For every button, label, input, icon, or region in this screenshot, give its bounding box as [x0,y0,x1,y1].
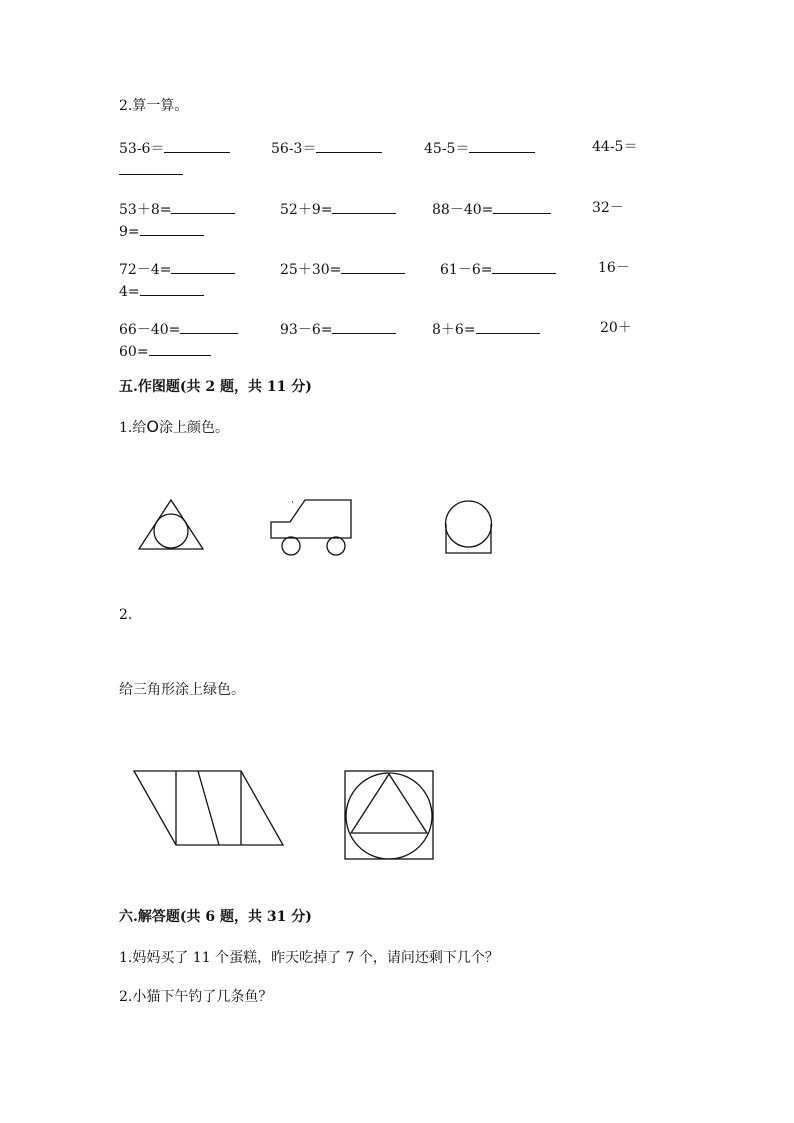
problem-4-2: 93－6= [280,319,396,339]
answer-blank[interactable] [341,259,405,274]
draw-heading: 五.作图题(共 2 题，共 11 分) [119,379,312,395]
problem-3-4-cont: 4= [119,281,204,301]
problem-4-1: 66－40= [119,319,238,339]
answer-blank[interactable] [469,138,535,153]
answer-blank[interactable] [119,160,183,175]
draw-q2-number: 2. [119,607,133,623]
problem-2-4: 32－ [592,200,624,216]
triangle-with-circle-figure[interactable] [136,498,206,552]
draw-q2-text: 给三角形涂上绿色。 [119,682,245,698]
problem-1-2: 56-3＝ [271,138,382,158]
problem-2-2: 52＋9= [280,199,396,219]
answer-blank[interactable] [332,199,396,214]
problem-3-1: 72－4= [119,259,235,279]
problem-3-2: 25＋30= [280,259,405,279]
problem-2-3: 88－40= [432,199,551,219]
problem-1-1: 53-6＝ [119,138,230,158]
car-figure[interactable] [268,496,354,558]
answer-blank[interactable] [140,221,204,236]
answer-blank[interactable] [171,259,235,274]
problem-1-3: 45-5＝ [424,138,535,158]
answer-blank[interactable] [140,281,204,296]
answer-blank[interactable] [149,341,211,356]
answer-blank[interactable] [316,138,382,153]
answer-q2: 2.小猫下午钓了几条鱼？ [119,989,273,1005]
problem-3-4: 16－ [598,260,630,276]
answer-blank[interactable] [180,319,238,334]
circle-symbol: O [146,417,159,436]
answer-heading: 六.解答题(共 6 题，共 31 分) [119,909,312,925]
answer-blank[interactable] [171,199,235,214]
calc-heading: 2.算一算。 [119,98,189,114]
problem-4-4: 20＋ [600,320,632,336]
answer-blank[interactable] [492,259,556,274]
problem-2-1: 53＋8= [119,199,235,219]
answer-blank[interactable] [476,319,540,334]
answer-blank[interactable] [164,138,230,153]
answer-q1: 1.妈妈买了 11 个蛋糕，昨天吃掉了 7 个，请问还剩下几个？ [119,950,499,966]
answer-blank[interactable] [493,199,551,214]
problem-4-3: 8＋6= [432,319,540,339]
divided-parallelogram-figure[interactable] [132,769,286,849]
problem-1-4-blank [119,160,183,180]
draw-q1: 1.给O涂上颜色。 [119,417,229,436]
problem-2-4-cont: 9= [119,221,204,241]
problem-3-3: 61－6= [440,259,556,279]
problem-1-4: 44-5＝ [592,139,638,155]
square-circle-triangle-figure[interactable] [343,769,437,861]
answer-blank[interactable] [332,319,396,334]
problem-4-4-cont: 60= [119,341,211,361]
circle-on-rectangle-figure[interactable] [442,498,496,558]
